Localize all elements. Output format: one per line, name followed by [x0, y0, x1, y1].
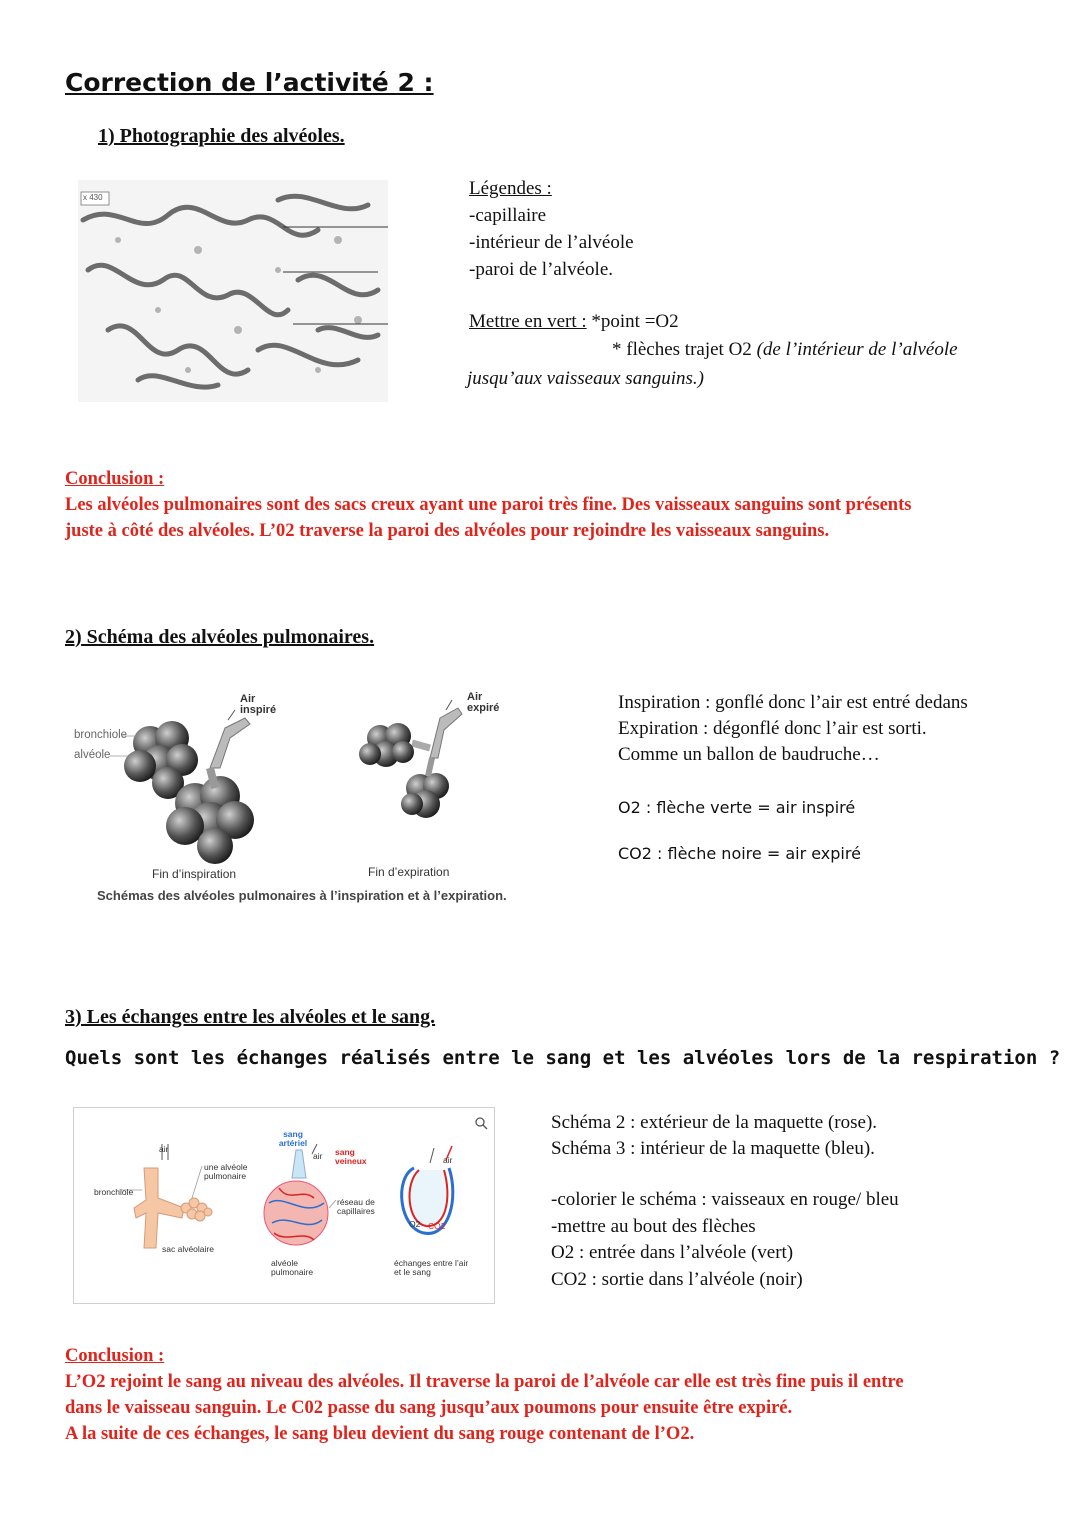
instruction-line: -mettre au bout des flèches — [551, 1215, 756, 1237]
air-label-1: air — [159, 1144, 169, 1154]
conclusion-line: A la suite de ces échanges, le sang bleu devient du sang rouge contenant de l’O2. — [65, 1424, 695, 1444]
note-line: Inspiration : gonflé donc l’air est entré dedans — [618, 692, 968, 713]
bronchiole-label-2: bronchiole — [94, 1187, 134, 1197]
green-instructions — [469, 308, 1029, 335]
co2-label: CO2 — [428, 1221, 446, 1231]
section3-notes — [551, 1110, 877, 1162]
legend-item: -intérieur de l’alvéole — [469, 232, 634, 253]
air-expired-label: Air expiré — [467, 691, 500, 714]
note-line: Schéma 3 : intérieur de la maquette (bleu). — [551, 1138, 875, 1159]
alveoli-diagram — [70, 688, 530, 913]
green-arrows-line2 — [467, 365, 704, 392]
note-line: Schéma 2 : extérieur de la maquette (rose). — [551, 1112, 878, 1133]
instruction-line: CO2 : sortie dans l’alvéole (noir) — [551, 1268, 803, 1290]
sac-alveolaire-label: sac alvéolaire — [162, 1244, 214, 1254]
conclusion-line: dans le vaisseau sanguin. Le C02 passe du sang jusqu’aux poumons pour ensuite être expiré. — [65, 1398, 793, 1418]
green-arrows: * flèches trajet O2 — [612, 339, 752, 360]
co2-note: CO2 : flèche noire = air expiré — [618, 844, 861, 863]
legend-item: -capillaire — [469, 205, 547, 226]
green-label: Mettre en vert : — [469, 311, 587, 332]
section2-notes — [618, 690, 968, 768]
conclusion-label: Conclusion : — [65, 469, 165, 489]
conclusion-label: Conclusion : — [65, 1346, 165, 1366]
end-inspiration-label: Fin d’inspiration — [152, 867, 237, 881]
instruction-line: O2 : entrée dans l’alvéole (vert) — [551, 1242, 794, 1263]
green-arrows-italic: (de l’intérieur de l’alvéole — [756, 339, 958, 360]
magnification-label: x 430 — [83, 193, 103, 202]
alveole-pulmonaire-label: alvéole pulmonaire — [271, 1258, 314, 1277]
instruction-line: -colorier le schéma : vaisseaux en rouge/ bleu — [551, 1189, 899, 1210]
green-arrows-line — [612, 336, 958, 363]
section3-heading: 3) Les échanges entre les alvéoles et le sang. — [65, 1006, 436, 1028]
conclusion-2 — [65, 1343, 1065, 1447]
section1-heading: 1) Photographie des alvéoles. — [98, 125, 345, 147]
reseau-capillaires-label: réseau de capillaires — [337, 1197, 375, 1216]
section3-question: Quels sont les échanges réalisés entre le sang et les alvéoles lors de la respiration ? — [65, 1047, 1061, 1069]
bronchiole-label: bronchiole — [74, 729, 128, 741]
conclusion-line: Les alvéoles pulmonaires sont des sacs creux ayant une paroi très fine. Des vaisseaux sanguins sont présents — [65, 495, 912, 515]
section2-heading: 2) Schéma des alvéoles pulmonaires. — [65, 626, 375, 648]
sang-arteriel-label: sang artériel — [278, 1129, 308, 1148]
end-expiration-label: Fin d’expiration — [368, 865, 450, 879]
conclusion-line: L’O2 rejoint le sang au niveau des alvéoles. Il traverse la paroi de l’alvéole car elle est très fine puis il entre — [65, 1372, 904, 1392]
legend-block — [469, 175, 634, 283]
conclusion-line: juste à côté des alvéoles. L’02 traverse la paroi des alvéoles pour rejoindre les vaisseaux sanguins. — [65, 521, 830, 541]
legend-title: Légendes : — [469, 178, 552, 199]
une-alveole-label: une alvéole pulmonaire — [204, 1162, 248, 1181]
note-line: Comme un ballon de baudruche… — [618, 744, 880, 765]
page-title: Correction de l’activité 2 : — [65, 68, 434, 97]
exchange-diagram — [73, 1107, 495, 1304]
alveoli-photograph — [78, 180, 388, 402]
legend-item: -paroi de l’alvéole. — [469, 259, 614, 280]
o2-label: O2 — [409, 1219, 421, 1229]
note-line: Expiration : dégonflé donc l’air est sorti. — [618, 718, 927, 739]
figure-caption: Schémas des alvéoles pulmonaires à l’inspiration et à l’expiration. — [97, 888, 507, 903]
o2-note: O2 : flèche verte = air inspiré — [618, 798, 856, 817]
conclusion-1 — [65, 466, 1065, 544]
echanges-label: échanges entre l’air et le sang — [394, 1258, 469, 1277]
green-point: *point =O2 — [591, 311, 679, 332]
air-label-2: air — [313, 1151, 323, 1161]
alveole-label: alvéole — [74, 749, 111, 761]
sang-veineux-label: sang veineux — [335, 1147, 367, 1166]
section3-instructions — [551, 1187, 899, 1293]
green-arrows-italic-2: jusqu’aux vaisseaux sanguins.) — [467, 368, 704, 389]
air-inspired-label: Air inspiré — [240, 693, 277, 716]
air-label-3: air — [443, 1155, 453, 1165]
